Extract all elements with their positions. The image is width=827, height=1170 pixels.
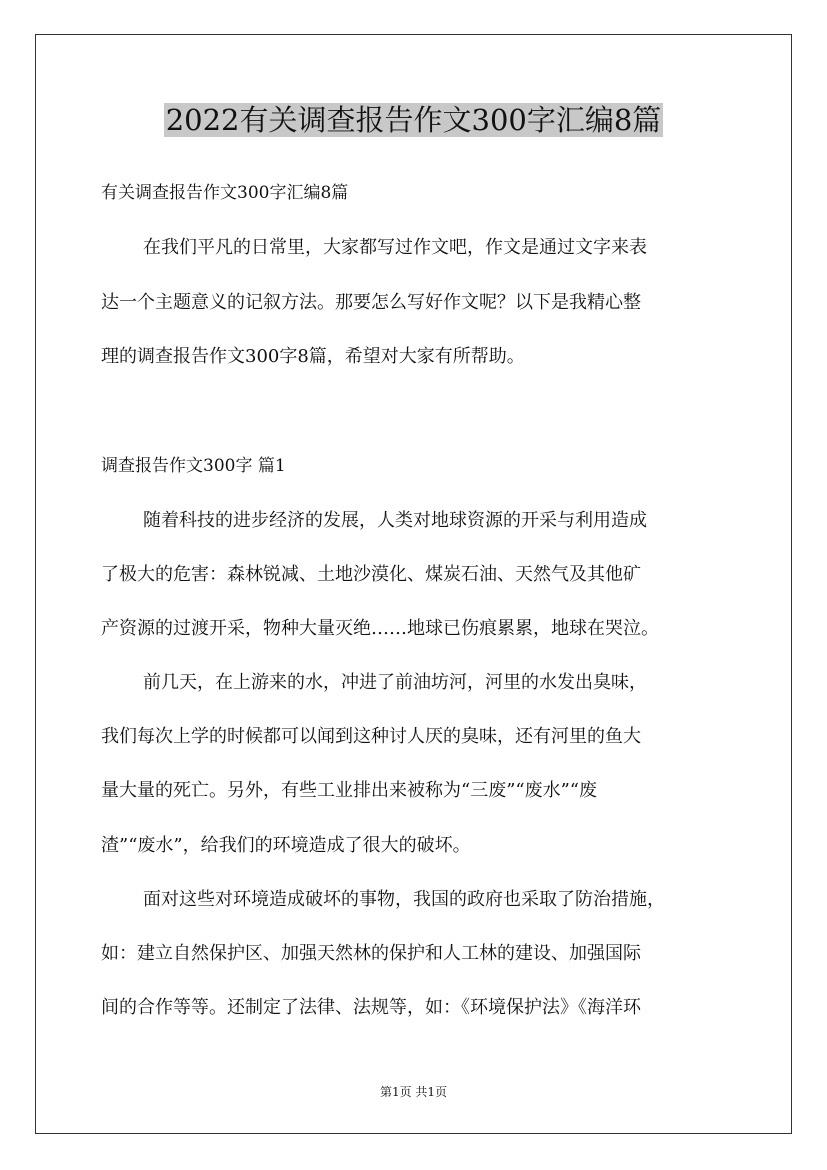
body-line: 量大量的死亡。另外，有些工业排出来被称为“三废”“废水”“废 (101, 780, 598, 801)
document-subtitle: 有关调查报告作文300字汇编8篇 (101, 183, 349, 203)
body-line: 了极大的危害：森林锐减、土地沙漠化、煤炭石油、天然气及其他矿 (101, 564, 641, 585)
body-line: 产资源的过渡开采，物种大量灭绝……地球已伤痕累累，地球在哭泣。 (101, 618, 659, 639)
intro-line: 达一个主题意义的记叙方法。那要怎么写好作文呢？以下是我精心整 (101, 292, 641, 313)
body-line: 我们每次上学的时候都可以闻到这种讨人厌的臭味，还有河里的鱼大 (101, 726, 641, 747)
document-title-text: 2022有关调查报告作文300字汇编8篇 (165, 103, 662, 137)
body-line: 如：建立自然保护区、加强天然林的保护和人工林的建设、加强国际 (101, 943, 641, 964)
body-line: 前几天，在上游来的水，冲进了前油坊河，河里的水发出臭味， (143, 672, 647, 693)
document-title (0, 98, 827, 142)
section-heading: 调查报告作文300字 篇1 (101, 456, 286, 476)
body-line: 随着科技的进步经济的发展，人类对地球资源的开采与利用造成 (143, 510, 647, 531)
intro-line: 在我们平凡的日常里，大家都写过作文吧，作文是通过文字来表 (143, 237, 647, 258)
page-number: 第1页 共1页 (379, 1085, 448, 1099)
body-line: 渣”“废水”，给我们的环境造成了很大的破坏。 (101, 835, 471, 856)
intro-line: 理的调查报告作文300字8篇，希望对大家有所帮助。 (101, 346, 525, 367)
body-line: 间的合作等等。还制定了法律、法规等，如：《环境保护法》《海洋环 (101, 997, 641, 1018)
body-line: 面对这些对环境造成破坏的事物，我国的政府也采取了防治措施， (143, 889, 665, 910)
